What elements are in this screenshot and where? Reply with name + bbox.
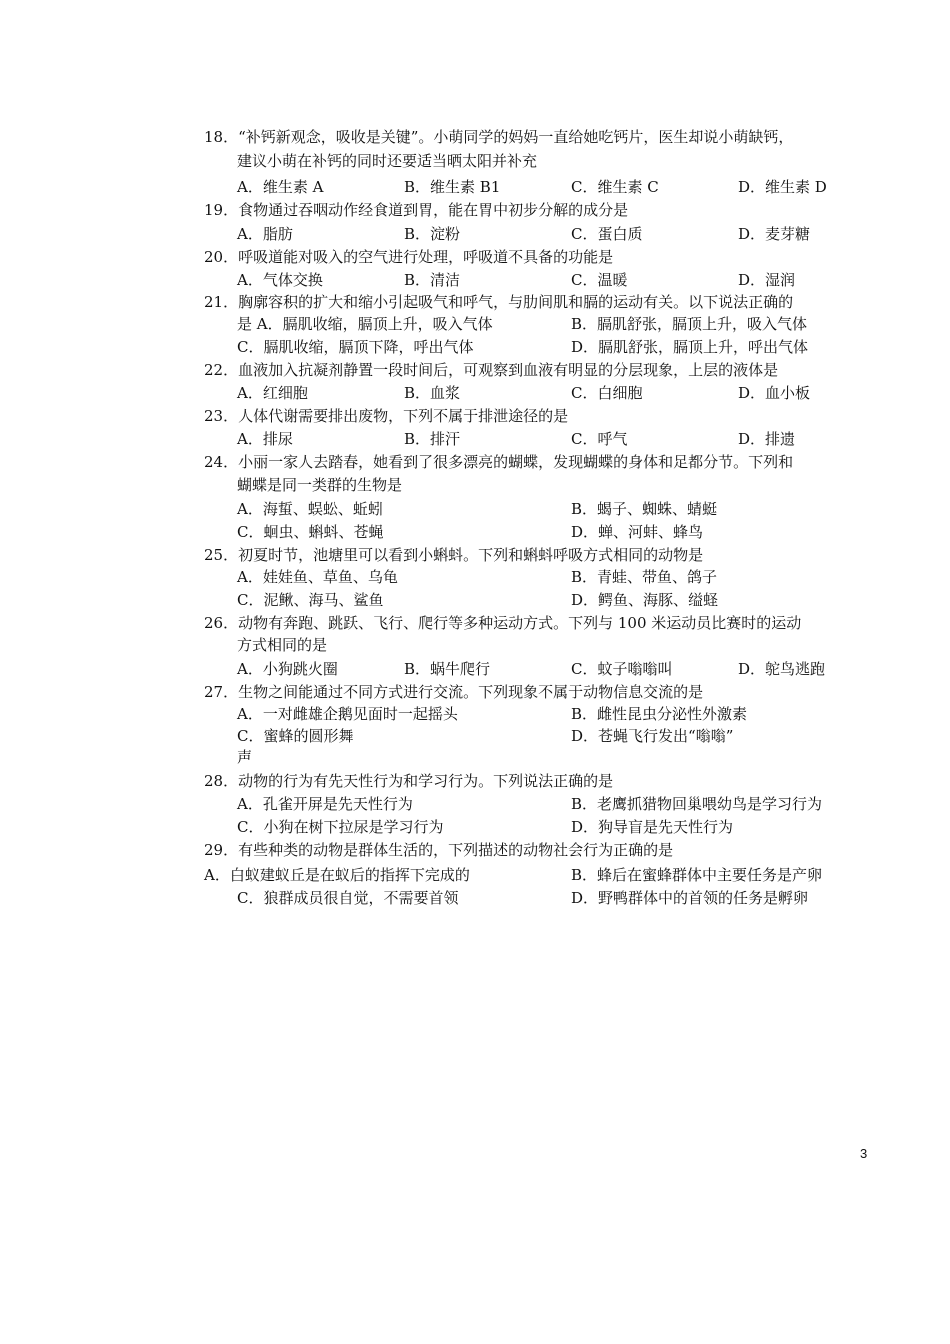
q22-option-b: B．血浆	[404, 384, 461, 402]
q21-option-d: D．膈肌舒张，膈顶上升，呼出气体	[571, 338, 809, 356]
q22-option-c: C．白细胞	[571, 384, 643, 402]
q27-option-c: C．蜜蜂的圆形舞	[237, 727, 354, 745]
q25-option-b: B．青蛙、带鱼、鸽子	[571, 568, 718, 586]
q29-option-a: A．白蚁建蚁丘是在蚁后的指挥下完成的	[204, 866, 470, 884]
q19-option-c: C．蛋白质	[571, 225, 643, 243]
q24-option-b: B．蝎子、蜘蛛、蜻蜓	[571, 500, 718, 518]
q28-stem: 28．动物的行为有先天性行为和学习行为。下列说法正确的是	[204, 772, 614, 790]
q23-option-d: D．排遗	[738, 430, 796, 448]
q19-option-b: B．淀粉	[404, 225, 461, 243]
q21-option-a: 是 A．膈肌收缩，膈顶上升，吸入气体	[237, 315, 493, 333]
q18-option-c: C．维生素 C	[571, 178, 659, 196]
q24-option-d: D．蝉、河蚌、蜂鸟	[571, 523, 704, 541]
q26-option-d: D．鸵鸟逃跑	[738, 660, 826, 678]
q29-option-c: C．狼群成员很自觉，不需要首领	[237, 889, 459, 907]
q21-option-b: B．膈肌舒张，膈顶上升，吸入气体	[571, 315, 808, 333]
q29-option-b: B．蜂后在蜜蜂群体中主要任务是产卵	[571, 866, 823, 884]
q18-option-b: B．维生素 B1	[404, 178, 501, 196]
q28-option-b: B．老鹰抓猎物回巢喂幼鸟是学习行为	[571, 795, 823, 813]
q23-option-a: A．排尿	[237, 430, 293, 448]
q23-option-b: B．排汗	[404, 430, 461, 448]
q26-option-c: C．蚊子嗡嗡叫	[571, 660, 673, 678]
q26-stem-line-2: 方式相同的是	[237, 636, 328, 654]
q20-option-d: D．湿润	[738, 271, 796, 289]
q23-option-c: C．呼气	[571, 430, 628, 448]
q28-option-d: D．狗导盲是先天性行为	[571, 818, 734, 836]
q28-option-a: A．孔雀开屏是先天性行为	[237, 795, 413, 813]
q24-stem-line-1: 24．小丽一家人去踏春，她看到了很多漂亮的蝴蝶，发现蝴蝶的身体和足都分节。下列和	[204, 453, 794, 471]
q22-option-a: A．红细胞	[237, 384, 308, 402]
q24-option-a: A．海蜇、蜈蚣、蚯蚓	[237, 500, 383, 518]
q20-option-c: C．温暖	[571, 271, 628, 289]
q26-option-a: A．小狗跳火圈	[237, 660, 338, 678]
q18-stem-line-1: 18．“补钙新观念，吸收是关键”。小萌同学的妈妈一直给她吃钙片，医生却说小萌缺钙，	[204, 128, 794, 146]
q23-stem: 23．人体代谢需要排出废物，下列不属于排泄途径的是	[204, 407, 569, 425]
q25-stem: 25．初夏时节，池塘里可以看到小蝌蚪。下列和蝌蚪呼吸方式相同的动物是	[204, 546, 704, 564]
q27-option-a: A．一对雌雄企鹅见面时一起摇头	[237, 705, 458, 723]
q24-option-c: C．蛔虫、蝌蚪、苍蝇	[237, 523, 384, 541]
q19-option-d: D．麦芽糖	[738, 225, 811, 243]
q27-option-b: B．雌性昆虫分泌性外激素	[571, 705, 748, 723]
q28-option-c: C．小狗在树下拉尿是学习行为	[237, 818, 444, 836]
q22-stem: 22．血液加入抗凝剂静置一段时间后，可观察到血液有明显的分层现象，上层的液体是	[204, 361, 779, 379]
q20-stem: 20．呼吸道能对吸入的空气进行处理，呼吸道不具备的功能是	[204, 248, 614, 266]
q22-option-d: D．血小板	[738, 384, 811, 402]
q18-stem-line-2: 建议小萌在补钙的同时还要适当晒太阳并补充	[237, 152, 538, 170]
q19-stem: 19．食物通过吞咽动作经食道到胃，能在胃中初步分解的成分是	[204, 201, 629, 219]
q25-option-c: C．泥鳅、海马、鲨鱼	[237, 591, 384, 609]
q29-stem: 29．有些种类的动物是群体生活的，下列描述的动物社会行为正确的是	[204, 841, 674, 859]
q21-stem: 21．胸廓容积的扩大和缩小引起吸气和呼气，与肋间肌和膈的运动有关。以下说法正确的	[204, 293, 794, 311]
q24-stem-line-2: 蝴蝶是同一类群的生物是	[237, 476, 403, 494]
q25-option-a: A．娃娃鱼、草鱼、乌龟	[237, 568, 398, 586]
q20-option-a: A．气体交换	[237, 271, 323, 289]
q20-option-b: B．清洁	[404, 271, 461, 289]
q29-option-d: D．野鸭群体中的首领的任务是孵卵	[571, 889, 809, 907]
q21-option-c: C．膈肌收缩，膈顶下降，呼出气体	[237, 338, 474, 356]
q25-option-d: D．鳄鱼、海豚、缢蛏	[571, 591, 719, 609]
q27-option-d-wrap: 声	[237, 748, 253, 766]
q18-option-d: D．维生素 D	[738, 178, 827, 196]
q27-stem: 27．生物之间能通过不同方式进行交流。下列现象不属于动物信息交流的是	[204, 683, 704, 701]
q26-stem-line-1: 26．动物有奔跑、跳跃、飞行、爬行等多种运动方式。下列与 100 米运动员比赛时的运动	[204, 614, 802, 632]
q19-option-a: A．脂肪	[237, 225, 293, 243]
page-number: 3	[860, 1146, 868, 1161]
q27-option-d: D．苍蝇飞行发出“嗡嗡”	[571, 727, 734, 745]
q26-option-b: B．蜗牛爬行	[404, 660, 491, 678]
q18-option-a: A．维生素 A	[237, 178, 324, 196]
